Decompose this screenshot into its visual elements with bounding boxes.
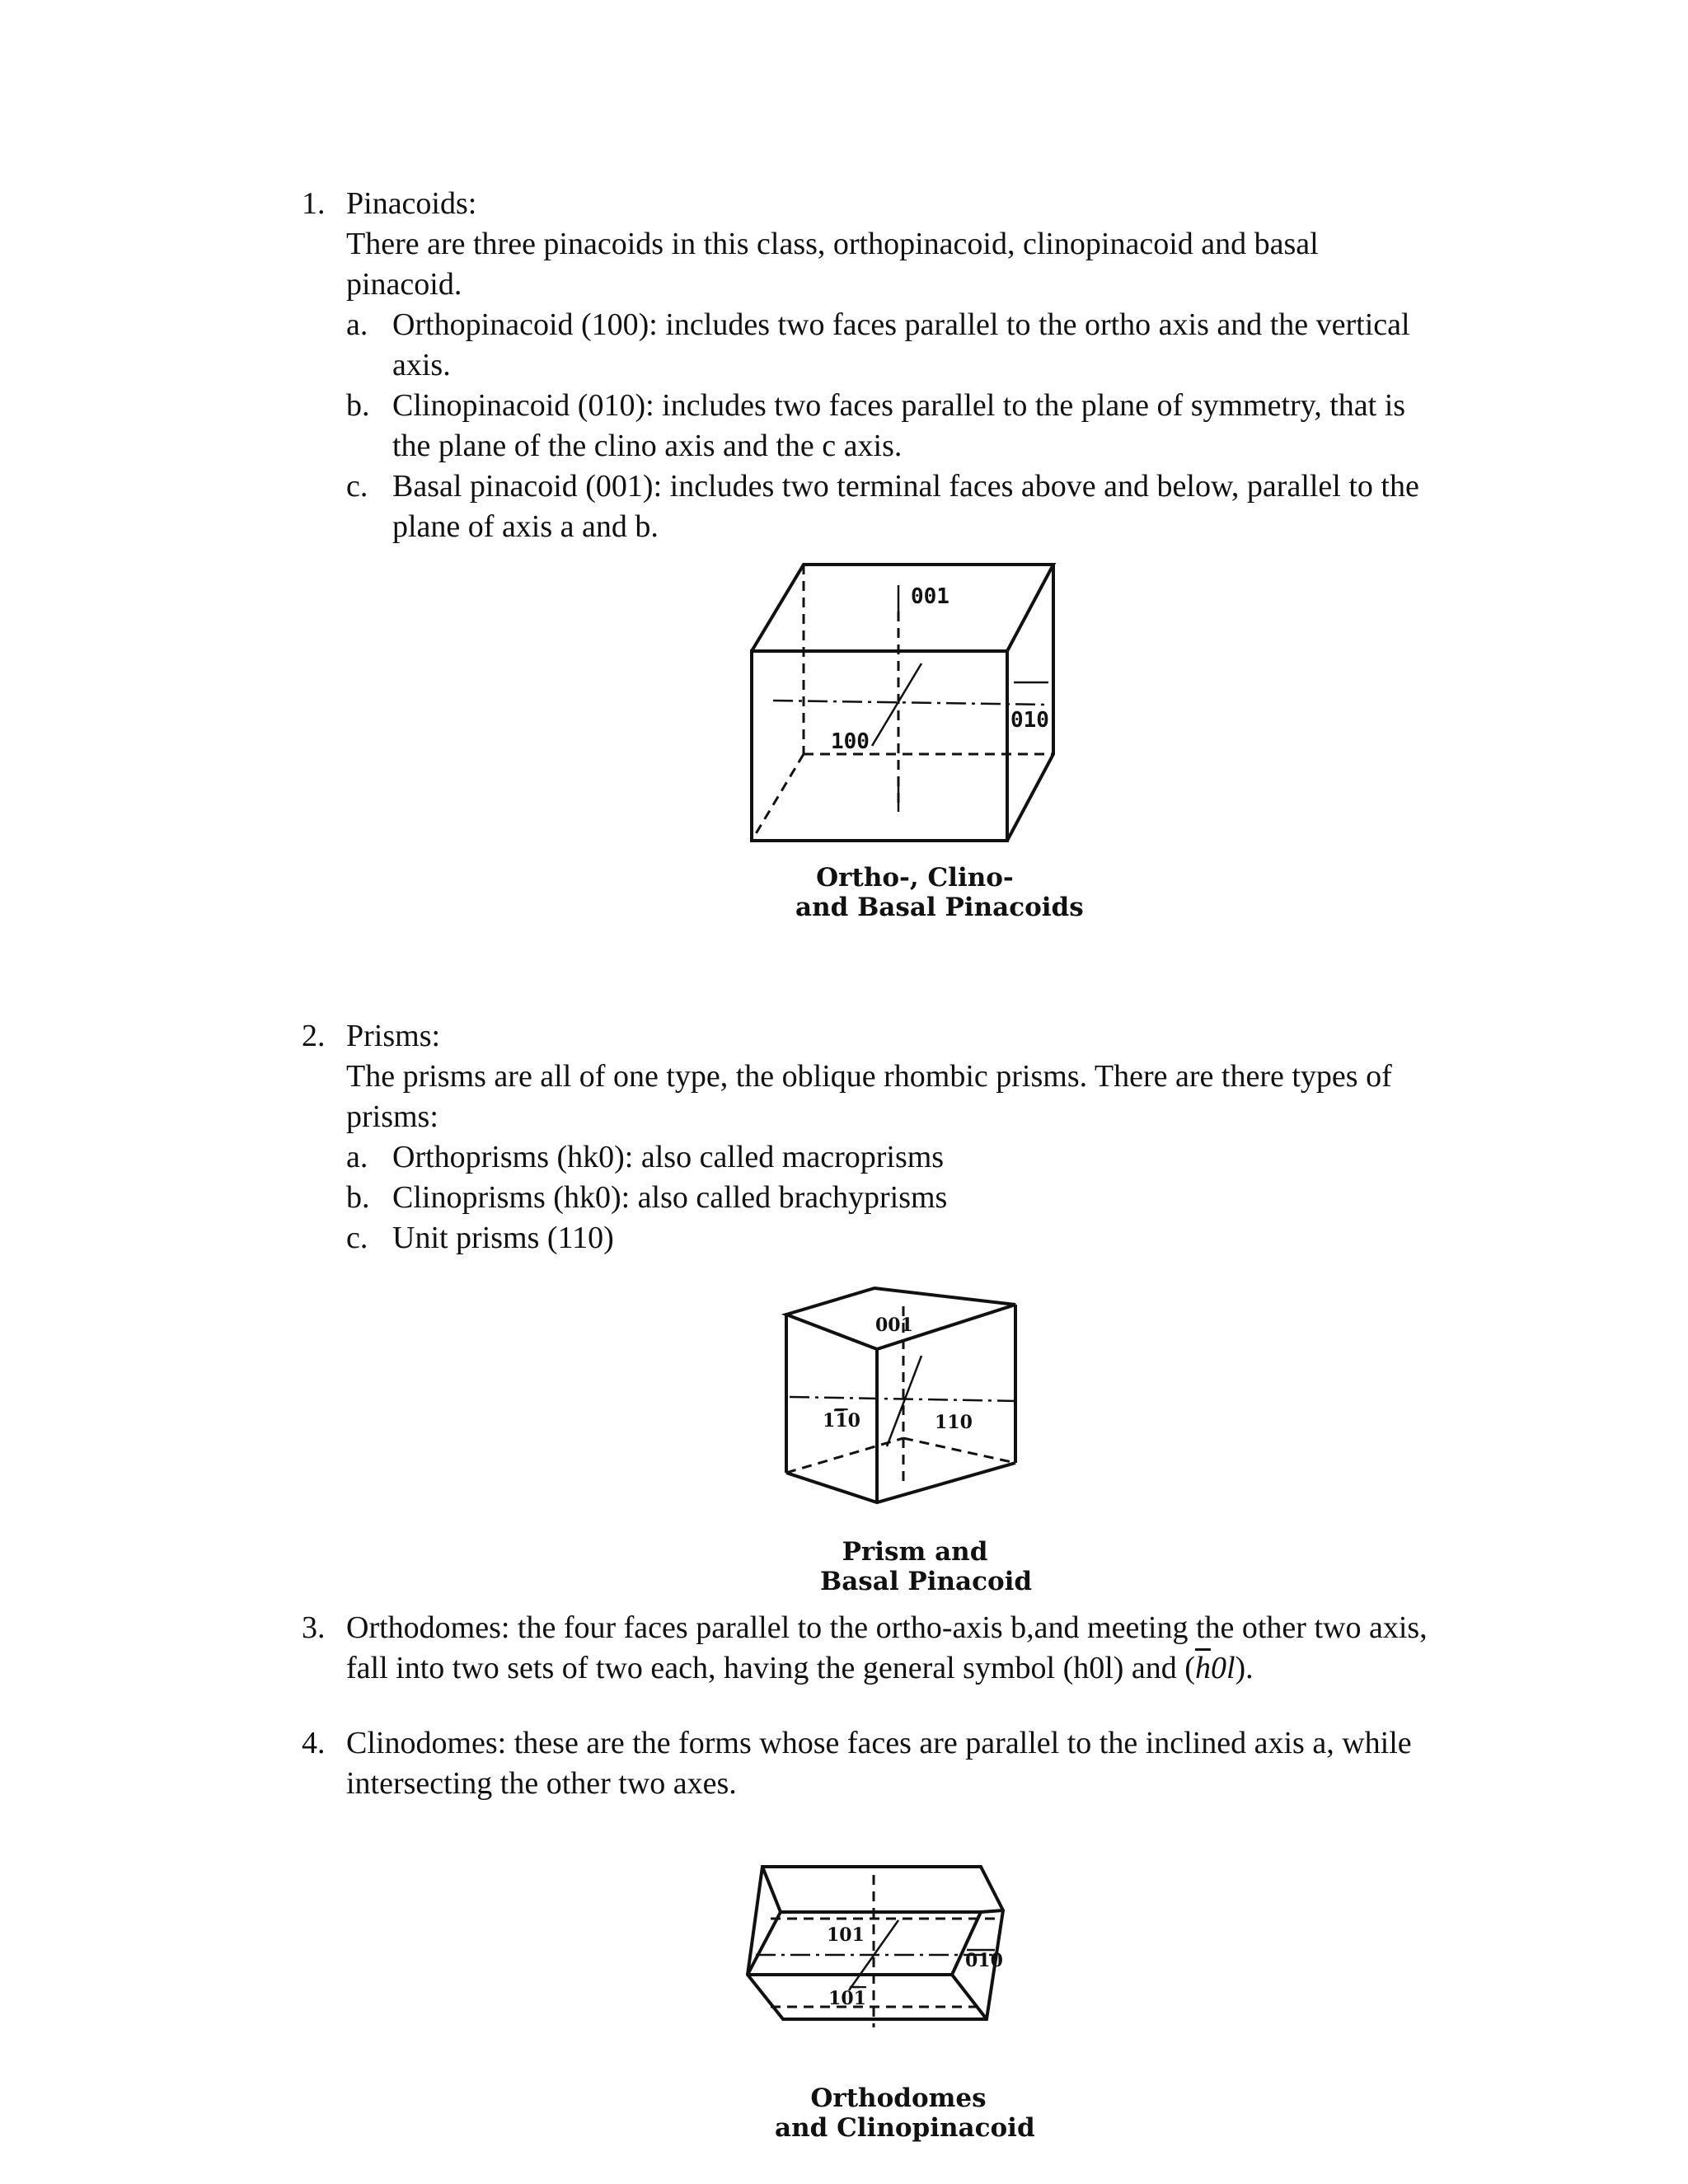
label-100: 100 bbox=[831, 729, 870, 754]
orthodome-front-bottom bbox=[748, 1975, 987, 2019]
orthodome-label-101: 101 bbox=[827, 1924, 865, 1946]
figure-prism bbox=[780, 1282, 1027, 1504]
section-3-number: 3. bbox=[302, 1610, 326, 1645]
section-2-item-b-line1: Clinoprisms (hk0): also called brachyprisms bbox=[392, 1180, 948, 1215]
figure-prism-caption bbox=[820, 1537, 1033, 1596]
section-1-item-c-line2: plane of axis a and b. bbox=[392, 509, 659, 544]
prism-inclined-axis bbox=[887, 1356, 921, 1446]
section-4-line1: Clinodomes: these are the forms whose faces are parallel to the inclined axis a, while bbox=[346, 1726, 1412, 1760]
figure-orthodomes-caption-line2: and Clinopinacoid bbox=[775, 2113, 1035, 2143]
section-2-number: 2. bbox=[302, 1019, 326, 1053]
label-010: 010 bbox=[1010, 708, 1049, 733]
figure-orthodomes-caption-line1: Orthodomes bbox=[810, 2083, 987, 2113]
section-2-intro-line1: The prisms are all of one type, the oblique rhombic prisms. There are there types of bbox=[346, 1059, 1392, 1094]
figure-pinacoids-caption-line2: and Basal Pinacoids bbox=[795, 893, 1084, 922]
section-1-item-b-marker: b. bbox=[346, 388, 370, 423]
pinacoids-diagram bbox=[742, 560, 1071, 857]
front-face-edge bbox=[752, 651, 1007, 841]
section-2-item-c-marker: c. bbox=[346, 1221, 368, 1255]
prism-label-1-10 bbox=[823, 1410, 860, 1432]
figure-pinacoids-caption bbox=[795, 863, 1084, 922]
figure-pinacoids-caption-line1: Ortho-, Clino- bbox=[816, 863, 1014, 893]
figure-prism-caption-line2: Basal Pinacoid bbox=[820, 1567, 1033, 1596]
prism-label-001: 001 bbox=[875, 1315, 913, 1336]
section-1-intro-line1: There are three pinacoids in this class, orthopinacoid, clinopinacoid and basal bbox=[346, 227, 1319, 261]
prism-label-1-10-k: 1 bbox=[835, 1410, 848, 1432]
section-3-h-bar: $\overline{h}$ bbox=[1194, 1651, 1211, 1685]
section-1-intro-line2: pinacoid. bbox=[346, 267, 462, 302]
orthodome-label-10-1 bbox=[828, 1988, 866, 2009]
orthodome-label-10-1-h: 1 bbox=[828, 1988, 842, 2009]
figure-orthodomes-caption bbox=[775, 2083, 1035, 2143]
section-3-line2-after: ). bbox=[1235, 1651, 1254, 1685]
section-1-item-a-line1: Orthopinacoid (100): includes two faces parallel to the ortho axis and the vertical bbox=[392, 307, 1410, 342]
section-2-intro-line2: prisms: bbox=[346, 1099, 438, 1134]
orthodome-label-010: 010 bbox=[965, 1950, 1003, 1971]
orthodome-label-10-1-k: 0 bbox=[841, 1988, 854, 2009]
section-1-item-b-line1: Clinopinacoid (010): includes two faces parallel to the plane of symmetry, that is bbox=[392, 388, 1406, 423]
inclined-axis bbox=[872, 663, 921, 746]
section-2-item-b-marker: b. bbox=[346, 1180, 370, 1215]
section-1-item-a-marker: a. bbox=[346, 307, 368, 342]
hidden-back-diagonal bbox=[752, 754, 804, 841]
section-2-item-c-line1: Unit prisms (110) bbox=[392, 1221, 614, 1255]
orthodome-front-top bbox=[762, 1867, 1003, 1912]
section-4-line2: intersecting the other two axes. bbox=[346, 1766, 737, 1801]
section-2-title: Prisms: bbox=[346, 1019, 441, 1053]
section-3-symbol: 0l bbox=[1210, 1651, 1236, 1685]
section-3-line2-before: fall into two sets of two each, having the general symbol (h0l) and ( bbox=[346, 1651, 1195, 1685]
prism-label-1-10-h: 1 bbox=[823, 1410, 836, 1432]
section-1-item-c-line1: Basal pinacoid (001): includes two terminal faces above and below, parallel to the bbox=[392, 469, 1419, 504]
figure-prism-caption-line1: Prism and bbox=[842, 1537, 988, 1567]
section-3-line2 bbox=[346, 1647, 1254, 1689]
label-001: 001 bbox=[911, 584, 950, 609]
section-1-item-a-line2: axis. bbox=[392, 348, 451, 382]
figure-orthodomes bbox=[738, 1863, 1018, 2036]
section-1-title: Pinacoids: bbox=[346, 186, 477, 221]
figure-pinacoids bbox=[742, 560, 1071, 857]
section-1-item-b-line2: the plane of the clino axis and the c axis. bbox=[392, 429, 903, 463]
section-4-number: 4. bbox=[302, 1726, 326, 1760]
orthodomes-diagram bbox=[738, 1863, 1018, 2036]
orthodome-outline bbox=[748, 1867, 1003, 2019]
prism-diagram bbox=[780, 1282, 1027, 1504]
section-2-item-a-line1: Orthoprisms (hk0): also called macroprisms bbox=[392, 1140, 945, 1174]
section-3-line1: Orthodomes: the four faces parallel to the ortho-axis b,and meeting the other two axis, bbox=[346, 1610, 1428, 1645]
orthodome-label-10-1-l: 1 bbox=[853, 1988, 866, 2009]
top-face-edge bbox=[752, 565, 1053, 651]
section-1-number: 1. bbox=[302, 186, 326, 221]
prism-label-110: 110 bbox=[935, 1412, 973, 1433]
prism-hidden-bottom-left bbox=[786, 1438, 903, 1473]
prism-label-1-10-l: 0 bbox=[847, 1410, 860, 1432]
section-1-item-c-marker: c. bbox=[346, 469, 368, 504]
section-2-item-a-marker: a. bbox=[346, 1140, 368, 1174]
prism-bottom-edges bbox=[786, 1463, 1015, 1502]
prism-hidden-bottom-right bbox=[903, 1438, 1015, 1463]
